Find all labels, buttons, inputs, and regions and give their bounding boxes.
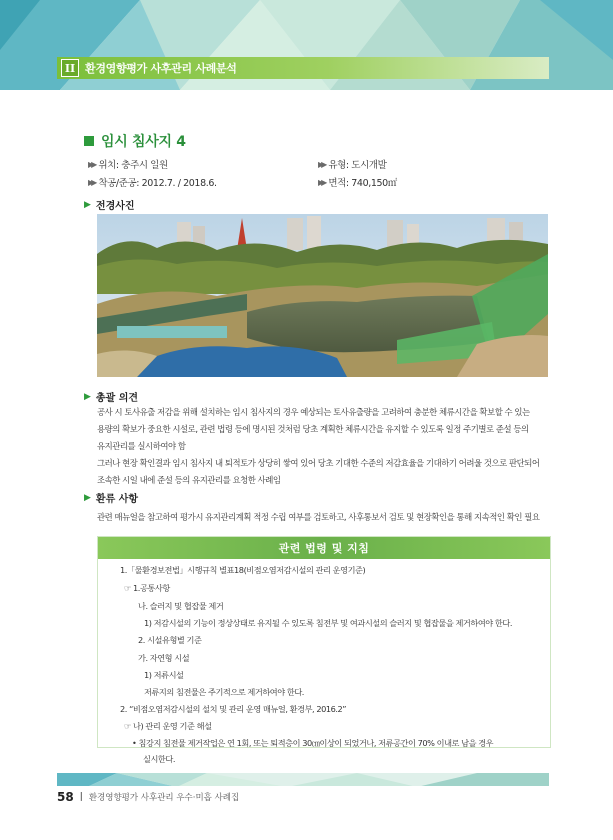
law-line: 2. 시설유형별 기준 (138, 635, 202, 645)
area-info (318, 175, 397, 189)
feedback-text: 관련 매뉴얼을 참고하여 평가시 유지관리계획 적정 수립 여부를 검토하고, 사후통보서 검토 및 현장확인을 통해 지속적인 확인 필요 (97, 512, 540, 522)
triangle-bullet-icon: ▶ (84, 492, 91, 503)
footer (57, 790, 239, 804)
type-info (318, 157, 386, 171)
bottom-band-pattern (57, 773, 549, 786)
section-title (84, 131, 186, 151)
law-line: ☞ 1.공통사항 (124, 583, 170, 593)
feedback-heading-text: 환류 사항 (95, 494, 139, 505)
double-arrow-icon: ▶▶ (88, 177, 95, 187)
law-line: 2. “비점오염저감시설의 설치 및 관리 운영 매뉴얼, 환경부, 2016.2” (120, 704, 347, 714)
double-arrow-icon: ▶▶ (88, 159, 95, 169)
chapter-title: 환경영향평가 사후관리 사례분석 (85, 62, 237, 75)
section-title-text: 임시 침사지 4 (101, 134, 186, 150)
triangle-bullet-icon: ▶ (84, 199, 91, 210)
sediment-pond-photo (97, 214, 548, 377)
opinion-paragraph (97, 404, 552, 489)
photo-heading (84, 197, 135, 212)
chapter-bar (57, 57, 549, 79)
photo-heading-text: 전경사진 (95, 201, 135, 212)
site-photo (97, 214, 548, 377)
opinion-line: 공사 시 토사유출 저감을 위해 설치하는 임시 침사지의 경우 예상되는 토사유출량을 고려하여 충분한 체류시간을 확보할 수 있는 (97, 407, 530, 417)
law-line: • 침강지 침전물 제거작업은 연 1회, 또는 퇴적층이 30㎝이상이 되었거나, 저류공간이 70% 이내로 남을 경우 (132, 738, 494, 748)
double-arrow-icon: ▶▶ (318, 159, 325, 169)
law-box-title: 관련 법령 및 지침 (98, 537, 550, 559)
period-text: 착공/준공: 2012.7. / 2018.6. (98, 178, 217, 189)
feedback-paragraph (97, 509, 552, 526)
opinion-heading (84, 389, 138, 404)
chapter-number: II (61, 59, 79, 77)
law-line: 1) 저감시설의 기능이 정상상태로 유지될 수 있도록 침전부 및 여과시설의 슬러지 및 협잡물을 제거하여야 한다. (144, 618, 512, 628)
location-text: 위치: 충주시 일원 (98, 160, 168, 171)
type-text: 유형: 도시개발 (328, 160, 387, 171)
law-line: 1.「물환경보전법」시행규칙 별표18(비점오염저감시설의 관리 운영기준) (120, 565, 366, 575)
page-number: 58 (57, 790, 74, 804)
law-line: 1) 저류시설 (144, 670, 184, 680)
period-info (88, 175, 217, 189)
law-line: 저류지의 침전물은 주기적으로 제거하여야 한다. (144, 687, 304, 697)
area-text: 면적: 740,150 (328, 178, 388, 189)
law-line: 실시한다. (143, 754, 175, 764)
opinion-line: 용량의 확보가 중요한 시설로, 관련 법령 등에 명시된 것처럼 당초 계획한 체류시간을 유지할 수 있도록 일정 주기별로 준설 등의 (97, 424, 529, 434)
triangle-bullet-icon: ▶ (84, 391, 91, 402)
law-line: 가. 자연형 시설 (138, 653, 190, 663)
opinion-line: 유지관리를 실시하여야 함 (97, 441, 186, 451)
law-box (97, 536, 551, 748)
book-title: 환경영향평가 사후관리 우수·미흡 사례집 (88, 793, 240, 803)
square-bullet-icon (84, 136, 94, 146)
footer-separator: | (79, 792, 83, 802)
opinion-line: 조속한 시일 내에 준설 등의 유지관리를 요청한 사례임 (97, 475, 281, 485)
law-line: ☞ 나) 관리 운영 기준 해설 (124, 721, 212, 731)
double-arrow-icon: ▶▶ (318, 177, 325, 187)
area-unit: ㎡ (387, 178, 397, 189)
opinion-line: 그러나 현장 확인결과 임시 침사지 내 퇴적토가 상당히 쌓여 있어 당초 기대한 수준의 저감효율을 기대하기 어려울 것으로 판단되어 (97, 458, 540, 468)
feedback-heading (84, 490, 138, 505)
opinion-heading-text: 총괄 의견 (95, 393, 139, 404)
law-line: 나. 슬러지 및 협잡물 제거 (138, 601, 224, 611)
location-info (88, 157, 168, 171)
bottom-banner (57, 772, 549, 786)
